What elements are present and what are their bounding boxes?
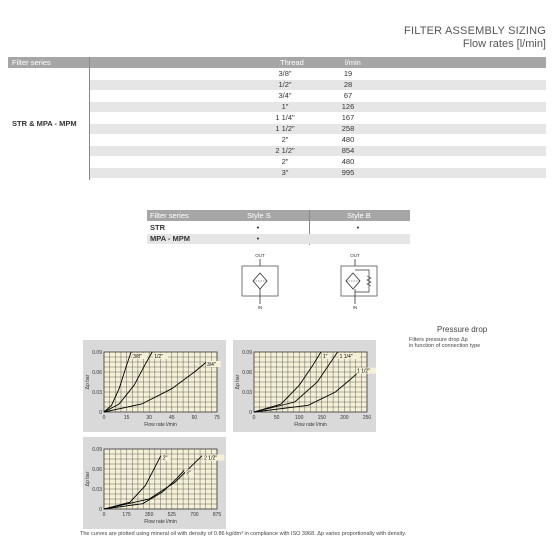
x-tick-label: 50 bbox=[273, 415, 280, 421]
x-tick-label: 0 bbox=[102, 512, 106, 518]
thread-cell: 1/2" bbox=[278, 80, 292, 89]
thread-cell: 1 1/2" bbox=[275, 124, 295, 133]
series-label: 3/8" bbox=[133, 354, 142, 360]
series-label: 1 1/2" bbox=[357, 368, 370, 375]
thread-cell: 3" bbox=[281, 168, 289, 177]
flow-cell: 28 bbox=[343, 80, 353, 89]
filter-icon-b bbox=[346, 273, 360, 289]
series-label: 3" bbox=[186, 470, 191, 477]
series-label: 1" bbox=[322, 354, 328, 360]
table-row bbox=[90, 146, 546, 156]
table-row bbox=[90, 113, 546, 123]
series-label: 3/4" bbox=[207, 362, 216, 368]
y-tick-label: 0.09 bbox=[92, 349, 102, 356]
y-tick-label: 0.03 bbox=[92, 389, 102, 396]
x-tick-label: 150 bbox=[317, 415, 326, 421]
y-tick-label: 0.09 bbox=[242, 349, 252, 356]
pressure-drop-subtitle-line1: Filters pressure drop Δp bbox=[409, 337, 468, 343]
header-thread: Thread bbox=[280, 58, 304, 67]
thread-cell: 3/8" bbox=[278, 69, 292, 78]
style-header-series: Filter series bbox=[150, 211, 189, 220]
x-tick-label: 0 bbox=[252, 415, 256, 421]
out-label: OUT bbox=[255, 253, 265, 258]
style-header-b: Style B bbox=[347, 211, 371, 220]
style-series-cell: MPA - MPM bbox=[150, 234, 190, 243]
thread-cell: 3/4" bbox=[278, 91, 292, 100]
flow-cell: 19 bbox=[343, 69, 353, 78]
series-label: 1/2" bbox=[154, 354, 163, 360]
table-row bbox=[90, 80, 546, 90]
pressure-chart-1 bbox=[83, 340, 226, 432]
style-row bbox=[147, 223, 410, 233]
x-tick-label: 60 bbox=[191, 415, 198, 421]
table-row bbox=[90, 135, 546, 145]
table-row bbox=[90, 69, 546, 79]
pressure-drop-subtitle bbox=[409, 337, 480, 349]
flow-cell: 854 bbox=[341, 146, 355, 155]
y-tick-label: 0.06 bbox=[92, 466, 102, 473]
x-tick-label: 875 bbox=[212, 512, 222, 518]
style-s-diagram bbox=[238, 250, 282, 310]
flow-cell: 126 bbox=[341, 102, 355, 111]
chart-panel-3 bbox=[83, 437, 226, 529]
pressure-drop-title: Pressure drop bbox=[437, 325, 488, 334]
page-title: FILTER ASSEMBLY SIZING bbox=[404, 25, 546, 37]
y-axis-label: Δp bar bbox=[85, 374, 91, 390]
series-label: 2" bbox=[162, 455, 168, 462]
pressure-chart-2 bbox=[233, 340, 376, 432]
in-label: IN bbox=[257, 305, 263, 310]
y-tick-label: 0.06 bbox=[92, 369, 102, 376]
y-tick-label: 0 bbox=[99, 506, 102, 513]
style-s-cell: • bbox=[256, 223, 260, 232]
y-tick-label: 0.03 bbox=[242, 389, 252, 396]
y-tick-label: 0 bbox=[99, 409, 102, 416]
series-label: STR & MPA - MPM bbox=[12, 119, 77, 128]
x-tick-label: 15 bbox=[123, 415, 130, 421]
chart-panel-2 bbox=[233, 340, 376, 432]
table-row bbox=[90, 168, 546, 178]
thread-cell: 2" bbox=[281, 135, 289, 144]
page-subtitle: Flow rates [l/min] bbox=[462, 38, 546, 50]
flow-cell: 480 bbox=[341, 135, 355, 144]
x-tick-label: 200 bbox=[340, 415, 349, 421]
x-tick-label: 175 bbox=[122, 512, 131, 518]
x-tick-label: 30 bbox=[146, 415, 152, 421]
y-axis-label: Δp bar bbox=[235, 374, 241, 390]
series-label: 1 1/4" bbox=[339, 354, 353, 360]
out-label-b: OUT bbox=[350, 253, 360, 258]
style-series-cell: STR bbox=[150, 223, 165, 232]
in-label-b: IN bbox=[352, 305, 358, 310]
x-tick-label: 100 bbox=[295, 415, 304, 421]
pressure-drop-subtitle-line2: in function of connection type bbox=[409, 343, 481, 349]
chart-panel-1 bbox=[83, 340, 226, 432]
x-tick-label: 525 bbox=[167, 512, 176, 518]
style-header-s: Style S bbox=[247, 211, 271, 220]
x-tick-label: 45 bbox=[169, 415, 175, 421]
flow-cell: 995 bbox=[341, 168, 355, 177]
flow-cell: 480 bbox=[341, 157, 355, 166]
header-filter-series: Filter series bbox=[12, 58, 51, 67]
x-tick-label: 75 bbox=[214, 415, 220, 421]
flow-cell: 67 bbox=[343, 91, 353, 100]
x-tick-label: 350 bbox=[145, 512, 154, 518]
x-axis-label: Flow rate l/min bbox=[144, 519, 177, 525]
thread-cell: 1 1/4" bbox=[275, 113, 295, 122]
table-row bbox=[90, 157, 546, 167]
flow-cell: 167 bbox=[341, 113, 355, 122]
y-tick-label: 0.03 bbox=[92, 486, 102, 493]
x-axis-label: Flow rate l/min bbox=[144, 422, 177, 428]
filter-icon bbox=[253, 273, 267, 289]
table-row bbox=[90, 124, 546, 134]
thread-cell: 2 1/2" bbox=[275, 146, 295, 155]
thread-cell: 2" bbox=[281, 157, 289, 166]
table-row bbox=[90, 91, 546, 101]
style-b-diagram bbox=[337, 250, 381, 310]
style-table-header bbox=[147, 210, 410, 221]
footnote: The curves are plotted using mineral oil with density of 0.86 kg/dm³ in compliance with ISO 3968. Δp varies proportionally with density. bbox=[80, 531, 407, 537]
x-tick-label: 250 bbox=[362, 415, 372, 421]
table-row bbox=[90, 102, 546, 112]
style-b-cell: • bbox=[356, 223, 360, 232]
thread-cell: 1" bbox=[281, 102, 289, 111]
series-label: 2 1/2" bbox=[204, 455, 218, 462]
y-tick-label: 0.06 bbox=[242, 369, 252, 376]
x-axis-label: Flow rate l/min bbox=[294, 422, 327, 428]
style-s-cell: • bbox=[256, 234, 260, 243]
y-tick-label: 0 bbox=[249, 409, 252, 416]
y-axis-label: Δp bar bbox=[85, 471, 91, 487]
y-tick-label: 0.09 bbox=[92, 446, 102, 453]
pressure-chart-3 bbox=[83, 437, 226, 529]
x-tick-label: 700 bbox=[190, 512, 199, 518]
x-tick-label: 0 bbox=[102, 415, 106, 421]
header-flow: l/min bbox=[345, 58, 361, 67]
flow-cell: 258 bbox=[341, 124, 355, 133]
style-row bbox=[147, 234, 410, 244]
